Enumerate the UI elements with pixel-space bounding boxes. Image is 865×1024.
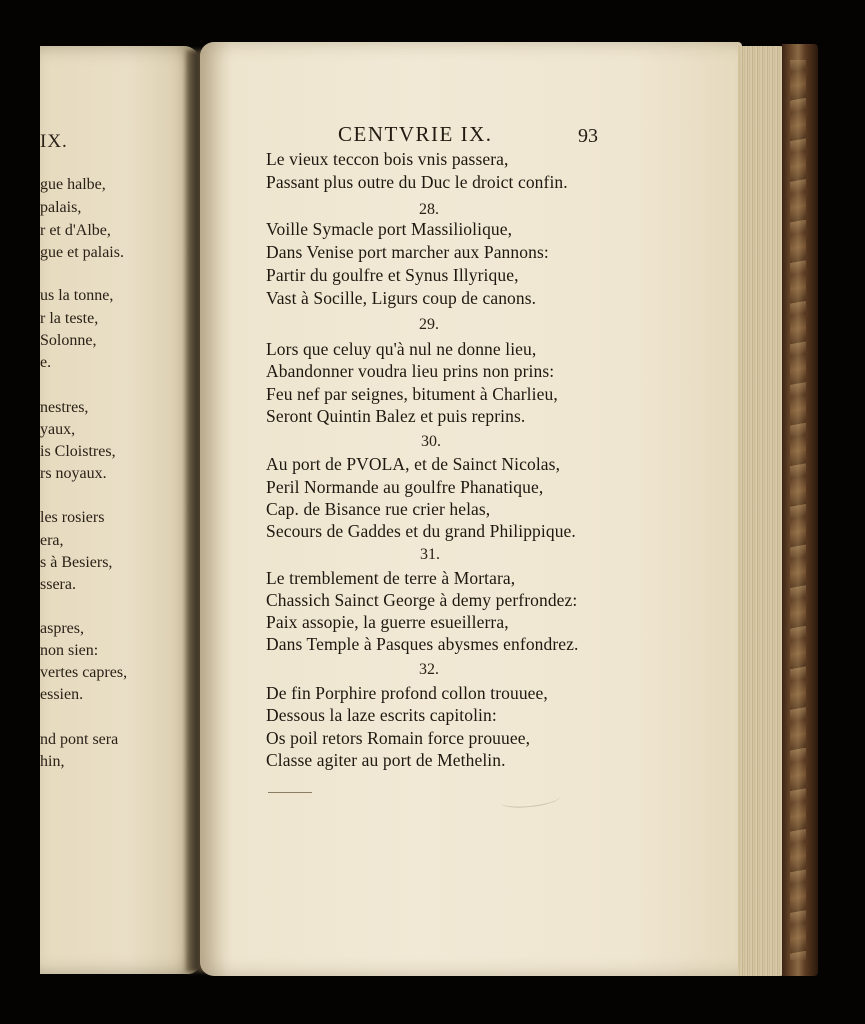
verse-line: Feu nef par seignes, bitument à Charlieu, [266,384,558,404]
left-running-head: IX. [40,131,68,152]
verse-line: Peril Normande au goulfre Phanatique, [266,477,544,497]
left-line: era, [40,532,64,549]
verse-line: Classe agiter au port de Methelin. [266,750,506,770]
left-line: Solonne, [40,332,97,349]
left-line: is Cloistres, [40,443,116,460]
left-line: r et d'Albe, [40,222,111,239]
verse-line: Vast à Socille, Ligurs coup de canons. [266,288,537,308]
verse-line: Dessous la laze escrits capitolin: [266,705,497,725]
verse-line: Seront Quintin Balez et puis reprins. [266,406,526,426]
verse-line: Passant plus outre du Duc le droict confin. [266,172,568,192]
left-line: yaux, [40,421,76,438]
left-line: nd pont sera [40,731,119,748]
verse-line: Au port de PVOLA, et de Sainct Nicolas, [266,454,561,474]
left-page [40,46,200,974]
quatrain-number: 32. [419,661,439,678]
marbled-board [790,60,806,960]
left-line: gue et palais. [40,244,124,261]
left-line: ssera. [40,576,76,593]
verse-line: Secours de Gaddes et du grand Philippique. [266,521,576,541]
verse-line: Os poil retors Romain force prouuee, [266,728,531,748]
verse-line: Cap. de Bisance rue crier helas, [266,499,491,519]
left-line: s à Besiers, [40,554,113,571]
running-head: CENTVRIE IX. [338,122,493,146]
left-line: e. [40,354,52,371]
left-line: nestres, [40,399,89,416]
verse-line: Chassich Sainct George à demy perfrondez: [266,590,578,610]
left-line: vertes capres, [40,664,128,681]
page-number: 93 [578,125,598,147]
left-line: gue halbe, [40,176,106,193]
page-edges [738,46,786,976]
end-rule [268,792,312,793]
verse-line: Abandonner voudra lieu prins non prins: [266,361,555,381]
left-line: les rosiers [40,509,105,526]
verse-line: Lors que celuy qu'à nul ne donne lieu, [266,339,537,359]
left-line: r la teste, [40,310,99,327]
verse-line: Dans Venise port marcher aux Pannons: [266,242,549,262]
verse-line: De fin Porphire profond collon trouuee, [266,683,548,703]
quatrain-number: 28. [419,201,439,218]
quatrain-number: 31. [420,546,440,563]
quatrain-number: 30. [421,433,441,450]
left-line: essien. [40,686,84,703]
left-line: hin, [40,753,65,770]
left-line: rs noyaux. [40,465,107,482]
verse-line: Partir du goulfre et Synus Illyrique, [266,265,519,285]
left-line: non sien: [40,642,99,659]
left-line: us la tonne, [40,287,114,304]
verse-line: Dans Temple à Pasques abysmes enfondrez. [266,634,579,654]
verse-line: Le tremblement de terre à Mortara, [266,568,516,588]
verse-line: Voille Symacle port Massiliolique, [266,219,513,239]
left-line: aspres, [40,620,84,637]
left-line: palais, [40,199,82,216]
verse-line: Paix assopie, la guerre esueillerra, [266,612,509,632]
verse-line: Le vieux teccon bois vnis passera, [266,149,509,169]
quatrain-number: 29. [419,316,439,333]
left-page-text [40,46,200,974]
